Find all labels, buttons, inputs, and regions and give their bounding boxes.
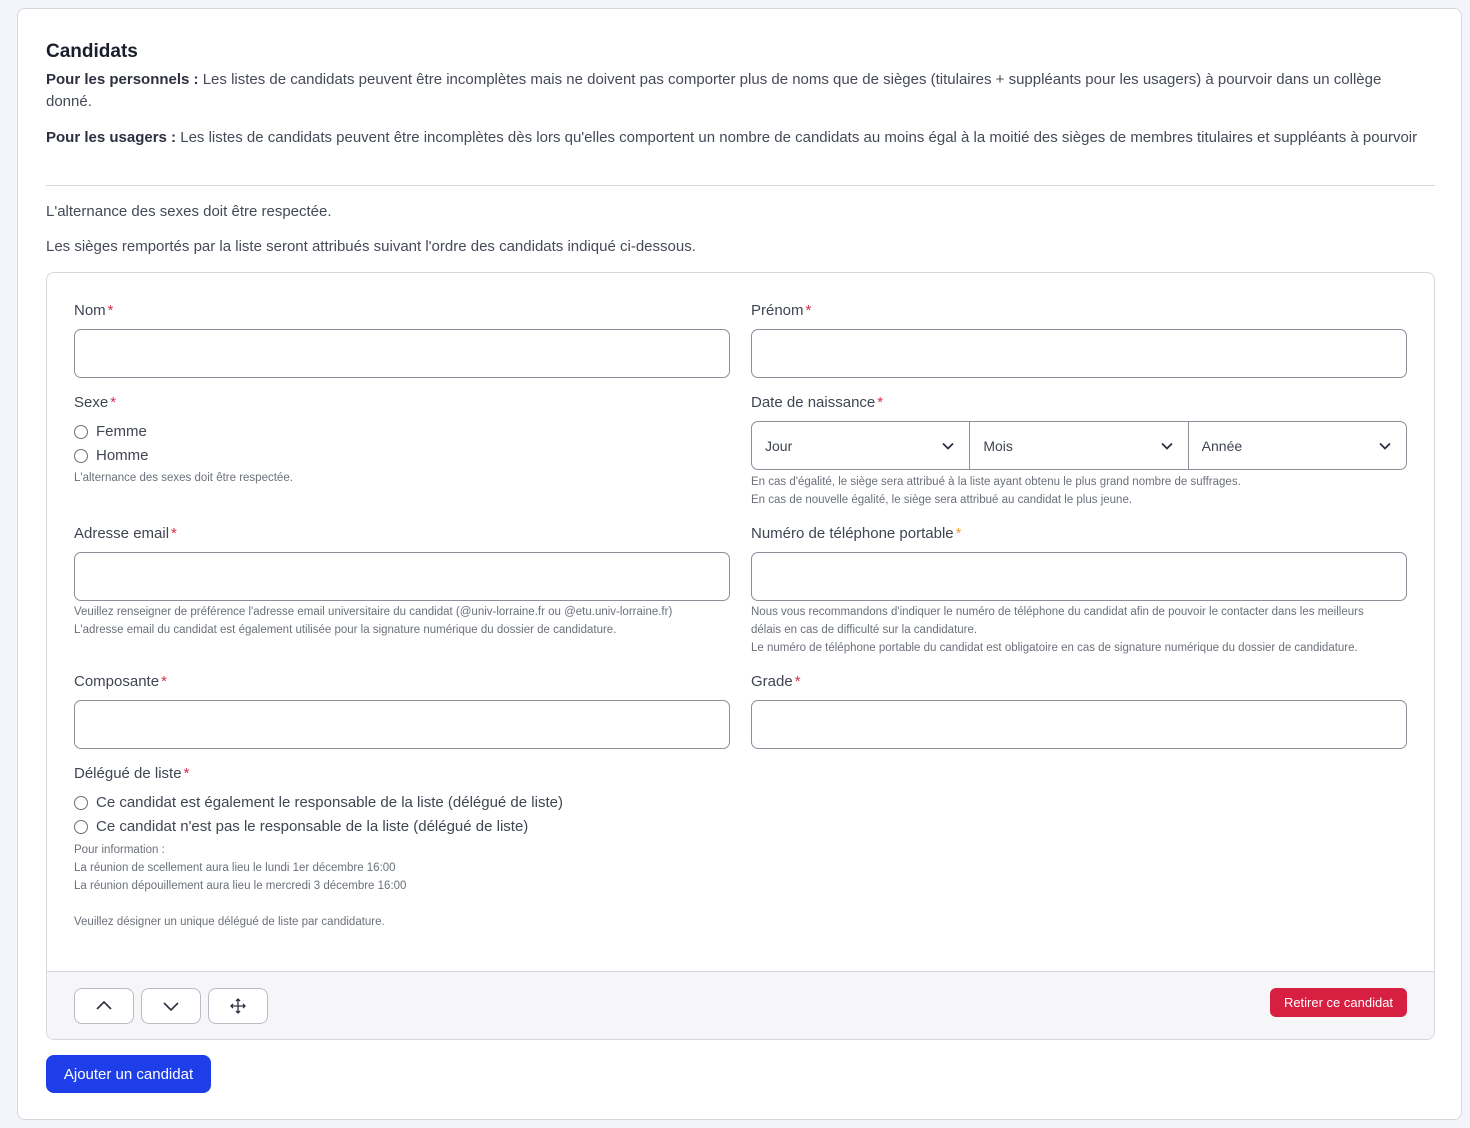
divider (46, 185, 1435, 186)
usagers-lead: Pour les usagers : (46, 129, 177, 146)
add-candidate-button[interactable]: Ajouter un candidat (46, 1055, 211, 1093)
mois-select[interactable]: Mois (970, 422, 1188, 469)
tel-input[interactable] (751, 552, 1407, 601)
ordre-note: Les sièges remportés par la liste seront attribués suivant l'ordre des candidats indiqué ci-dessous. (46, 238, 696, 255)
delegue-option-oui[interactable]: Ce candidat est également le responsable de la liste (délégué de liste) (74, 794, 563, 811)
candidats-card (17, 8, 1462, 1120)
composante-input[interactable] (74, 700, 730, 749)
chevron-down-icon (941, 439, 955, 453)
annee-select[interactable]: Année (1189, 422, 1406, 469)
chevron-down-icon (1160, 439, 1174, 453)
usagers-text: Les listes de candidats peuvent être incomplètes dès lors qu'elles comportent un nombre de candidats au moins égal à la moitié des sièges de membres titulaires et suppléants à pourvoir (176, 129, 1418, 146)
usagers-paragraph (46, 127, 1426, 149)
sexe-label: Sexe * (74, 394, 117, 411)
grade-label: Grade * (751, 673, 801, 690)
delegue-label: Délégué de liste * (74, 765, 190, 782)
candidate-panel (46, 272, 1435, 1040)
grade-input[interactable] (751, 700, 1407, 749)
sexe-option-femme[interactable]: Femme (74, 423, 147, 440)
prenom-input[interactable] (751, 329, 1407, 378)
alternance-note: L'alternance des sexes doit être respectée. (46, 203, 332, 220)
radio-delegue-non[interactable] (74, 820, 88, 834)
delegue-option-non[interactable]: Ce candidat n'est pas le responsable de la liste (délégué de liste) (74, 818, 528, 835)
email-help: Veuillez renseigner de préférence l'adresse email universitaire du candidat (@univ-lorraine.fr ou @etu.univ-lorraine.fr) L'adresse email du candidat est également utilisée pour la signature numérique du dossier de candidature. (74, 606, 673, 636)
naissance-help: En cas d'égalité, le siège sera attribué à la liste ayant obtenu le plus grand nombre de suffrages. En cas de nouvelle égalité, le siège sera attribué au candidat le plus jeune. (751, 476, 1241, 506)
candidate-footer (47, 971, 1434, 1040)
move-down-button[interactable] (141, 988, 201, 1024)
email-label: Adresse email * (74, 525, 177, 542)
delegue-info: Pour information : La réunion de scellement aura lieu le lundi 1er décembre 16:00 La réunion dépouillement aura lieu le mercredi 3 décembre 16:00 Veuillez désigner un unique délégué de liste par candidature. (74, 844, 407, 928)
section-title: Candidats (46, 41, 138, 62)
drag-button[interactable] (208, 988, 268, 1024)
radio-delegue-oui[interactable] (74, 796, 88, 810)
sexe-help: L'alternance des sexes doit être respectée. (74, 472, 293, 484)
personnels-text: Les listes de candidats peuvent être incomplètes mais ne doivent pas comporter plus de noms que de sièges (titulaires + suppléants pour les usagers) à pourvoir dans un collège donné. (46, 71, 1382, 110)
radio-femme[interactable] (74, 425, 88, 439)
composante-label: Composante * (74, 673, 167, 690)
chevron-up-icon (95, 997, 113, 1015)
naissance-label: Date de naissance * (751, 394, 884, 411)
tel-label: Numéro de téléphone portable * (751, 525, 962, 542)
radio-homme[interactable] (74, 449, 88, 463)
chevron-down-icon (1378, 439, 1392, 453)
remove-candidate-button[interactable]: Retirer ce candidat (1270, 988, 1407, 1017)
prenom-label: Prénom * (751, 302, 812, 319)
move-up-button[interactable] (74, 988, 134, 1024)
tel-help: Nous vous recommandons d'indiquer le numéro de téléphone du candidat afin de pouvoir le contacter dans les meilleurs délais en cas de difficulté sur la candidature. Le numéro de téléphone portable du candidat est obligatoire en cas de signature numérique du dossier de candidature. (751, 606, 1364, 654)
nom-input[interactable] (74, 329, 730, 378)
nom-label: Nom * (74, 302, 114, 319)
email-input[interactable] (74, 552, 730, 601)
jour-select[interactable]: Jour (752, 422, 970, 469)
naissance-selects (751, 421, 1407, 470)
personnels-paragraph (46, 69, 1426, 113)
sexe-option-homme[interactable]: Homme (74, 447, 149, 464)
move-icon (229, 997, 247, 1015)
personnels-lead: Pour les personnels : (46, 71, 199, 88)
chevron-down-icon (162, 997, 180, 1015)
